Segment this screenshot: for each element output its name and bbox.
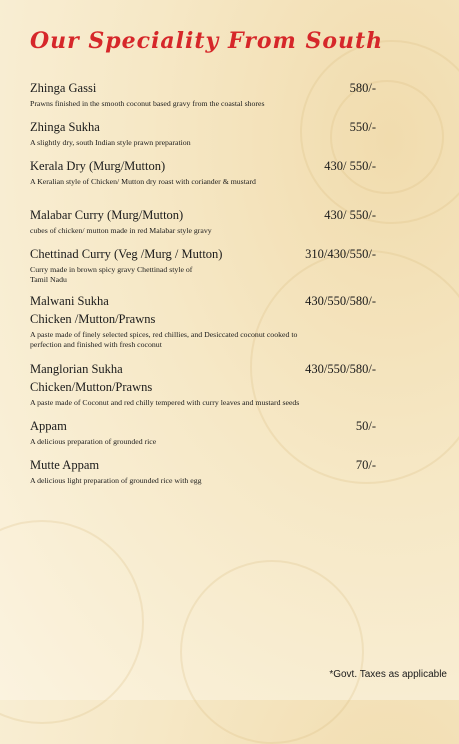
item-subtitle: Chicken /Mutton/Prawns [30,312,156,326]
menu-item [30,418,376,447]
menu-item [30,361,376,408]
item-description: A Keralian style of Chicken/ Mutton dry roast with coriander & mustard [30,177,256,186]
item-name: Zhinga Sukha [30,120,100,134]
item-price: 50/- [355,419,376,433]
item-name: Appam [30,419,67,433]
item-price: 430/550/580/- [305,362,376,376]
menu-item [30,80,376,109]
tax-footnote: *Govt. Taxes as applicable [329,669,447,680]
item-price: 430/ 550/- [324,159,376,173]
item-name: Malwani Sukha [30,294,109,308]
item-description: A delicious light preparation of grounded rice with egg [30,476,202,485]
menu-item [30,207,376,236]
item-name: Kerala Dry (Murg/Mutton) [30,159,166,173]
item-name: Malabar Curry (Murg/Mutton) [30,208,184,222]
item-name: Manglorian Sukha [30,362,123,376]
item-price: 430/550/580/- [305,294,376,308]
item-description: cubes of chicken/ mutton made in red Malabar style gravy [30,226,212,235]
item-description: A delicious preparation of grounded rice [30,437,157,446]
item-description: A paste made of Coconut and red chilly tempered with curry leaves and mustard seeds [30,398,300,407]
item-price: 580/- [349,81,376,95]
item-subtitle: Chicken/Mutton/Prawns [30,380,153,394]
menu-item [30,119,376,148]
item-name: Chettinad Curry (Veg /Murg / Mutton) [30,247,223,261]
menu-item [30,457,376,486]
item-description: A slightly dry, south Indian style prawn preparation [30,138,191,147]
menu-item [30,246,376,285]
item-price: 70/- [355,458,376,472]
page-title: Our Speciality From South [30,28,384,54]
item-description: Curry made in brown spicy gravy Chettinad style of Tamil Nadu [30,265,193,284]
item-price: 550/- [349,120,376,134]
item-description: Prawns finished in the smooth coconut based gravy from the coastal shores [30,99,265,108]
menu-item [30,293,376,350]
item-name: Mutte Appam [30,458,100,472]
menu-item [30,158,376,187]
item-price: 430/ 550/- [324,208,376,222]
item-name: Zhinga Gassi [30,81,97,95]
item-price: 310/430/550/- [305,247,376,261]
item-description: A paste made of finely selected spices, red chillies, and Desiccated coconut cooked to perfection and finished with fresh coconut [30,330,298,349]
